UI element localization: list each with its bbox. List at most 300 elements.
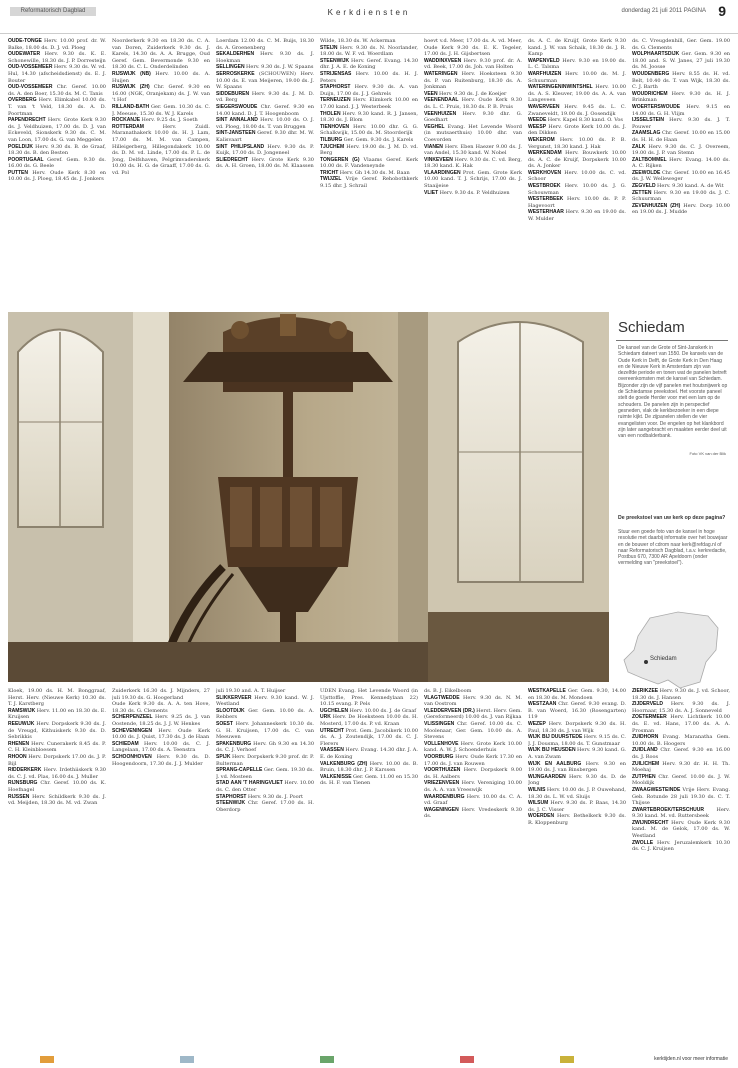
listing-entry <box>528 104 626 117</box>
sidebar-description: De kansel van de Grote of Sint-Janskerk in Schiedam dateert van 1550. De kansels van de Oude Kerk in Delft, de Grote Kerk in Den Haag en de Nieuwe Kerk in Amsterdam zijn van dezelfde periode en tonen wat de panelen betreft overeenkomsten met de kansel van Schiedam. Bijzonder zijn de vijf panelen met houtsnijwerk op de Schiedamse preekstoel. Het voorste paneel stelt de goede Herder voor met een lam op de schouders. De panelen zijn in perspectief gesneden, vlak de kerkbezoeker in een diepe ruimte kijkt. De zijpanelen stellen de vier evangelisten voor. De engelen op het klankbord zijn later aangebracht en maakten eerder deel uit van een nodbalderbank. <box>618 345 728 440</box>
listing-entry <box>216 144 314 157</box>
listing-entry <box>216 794 314 801</box>
service-times: Herv. 10.00 ds. C. A. vd. Graaf <box>424 793 522 807</box>
service-times: Chr. Geref. 9.30 en 16.00 (NGK, Oranjekam) ds. J. W. van 't Hof <box>112 84 210 104</box>
service-times: Chr. Geref. 10.00 ds. K. Hoefnagel <box>8 780 106 793</box>
service-times: Herv. 19.00 ds. J. M. D. vd. Berg <box>320 143 418 157</box>
listing-entry <box>424 708 522 721</box>
service-times: Herv. Dorpskerk 9.00 ds. H. Aalbers <box>424 767 522 780</box>
place-name: SINT ANNALAND <box>216 117 261 124</box>
service-times: Herv. 9.30 ds. W. vd. Hul, 14.30 (afscheidsdienst) ds. E. J. Bouter <box>8 64 106 84</box>
place-name: WAARDENBURG <box>424 793 467 800</box>
place-name: STRIJENSAS <box>320 70 356 77</box>
place-name: SERROSKERKE <box>216 70 259 77</box>
place-name: WADDINXVEEN <box>424 57 464 64</box>
listing-entry <box>8 688 106 708</box>
place-name: WILSUM <box>528 800 551 807</box>
listing-entry <box>424 688 522 695</box>
service-times: Herv. 9.30 ds. P. Veldhuizen <box>439 189 510 196</box>
listing-entry <box>424 807 522 820</box>
page-header <box>0 0 738 34</box>
place-name: TWIJZEL <box>320 176 346 183</box>
place-name: ZALK <box>632 143 649 150</box>
service-times: Herv. Jeruzalemkerk 10.30 ds. C. J. Kruijsen <box>632 839 730 853</box>
place-name: TJUCHEM <box>320 143 347 150</box>
map-location-marker <box>644 660 648 664</box>
place-name: SCHERPENZEEL <box>112 714 155 721</box>
place-name: ZEVENHUIZEN (ZH) <box>632 202 684 209</box>
service-times: Geref. Gem. 9.30 ds. 16.00 ds. G. Beele <box>8 156 106 170</box>
place-name: OUD-VOSSEMEER <box>8 64 54 71</box>
place-name: ZAAMSLAG <box>632 130 662 137</box>
service-times: Herv. 9.30 dhr. G. Goedhart <box>424 110 522 124</box>
place-name: WIJK EN AALBURG <box>528 760 586 767</box>
place-name: TONGEREN (G) <box>320 156 364 163</box>
place-name: ZOETERMEER <box>632 714 671 721</box>
place-name: PAPENDRECHT <box>8 117 48 124</box>
listing-entry <box>8 51 106 64</box>
place-name: ZUTPHEN <box>632 773 659 780</box>
place-name: RIJSWIJK (ZH) <box>112 84 154 91</box>
listing-entry <box>216 721 314 741</box>
listing-entry <box>216 91 314 104</box>
listing-column <box>320 688 418 1048</box>
service-times: Herv. 9.30 ds. C. vd. Berg, 18.30 kand. K. Hak <box>424 156 522 170</box>
place-name: OUDE-TONGE <box>8 38 45 44</box>
service-times: Herv. 10.00 prof. dr. W. Balke, 18.00 ds. D. J. vd. Ploeg <box>8 38 106 51</box>
place-name: IJSSELSTEIN <box>632 117 670 124</box>
listing-entry <box>632 807 730 820</box>
footer-color-square <box>460 1056 474 1063</box>
service-times: Ger. Gem. 19.30 ds. J. vd. Mosteen <box>216 767 314 780</box>
place-name: SLOOTDIJK <box>216 707 249 714</box>
listing-entry <box>320 708 418 715</box>
listing-entry <box>8 170 106 183</box>
listing-column <box>112 688 210 1048</box>
listing-entry <box>424 754 522 767</box>
listing-entry <box>424 38 522 58</box>
service-times: Herv. 10.00 ds. A. S. Kleuver, 19.00 ds. A. A. van Langeveen <box>528 84 626 104</box>
section-title: Kerkdiensten <box>327 8 411 17</box>
service-times: Herv. Hoeksteen 9.30 ds. P. van Ruitenburg, 18.30 ds. A. Jonkman <box>424 70 522 91</box>
listing-column <box>112 38 210 308</box>
page-date: donderdag 21 juli 2011 PAGINA <box>621 8 706 14</box>
place-name: WEESP <box>528 123 549 130</box>
service-times: Herv. Elimkabel 10.00 ds. T. van 't Veld, 18.30 ds. A. D. Poortman <box>8 97 106 117</box>
listing-entry <box>8 157 106 170</box>
place-name: VLAGTWEDDE <box>424 694 464 701</box>
listing-column <box>216 688 314 1048</box>
place-name: VEEN <box>424 90 440 97</box>
service-times: Herv. Evang. 14.30 dhr. J. A. E. de Koning <box>320 747 418 760</box>
service-times: Herv. Grote Kerk 9.30 ds. A. H. Groen, 18.00 ds. M. Klaassen <box>216 156 314 170</box>
service-times: Prot. Gem. Grote Kerk 10.00 kand. T. J. Schrijs, 17.00 ds. J. Staaijeise <box>424 169 522 190</box>
listing-entry <box>424 91 522 98</box>
listing-entry <box>8 64 106 84</box>
service-times: Herv. Eben Haezer 9.00 ds. J. van Andel, 15.30 kand. W. Nobel <box>424 143 522 157</box>
service-times: Oude Kerk 9.30 ds. A. A. ten Hove, 18.30 ds. G. Clements <box>112 701 210 714</box>
service-times: Herv. 9.30 ds. N. M. van Oostrom <box>424 694 522 708</box>
service-times: Chr. Geref. 10.00 ds. A. den Boer, 15.30 ds. M. C. Tanis <box>8 84 106 97</box>
place-name: STAPHORST <box>320 84 355 91</box>
place-name: WEEDE <box>528 117 548 124</box>
service-times: Herv. 10.00 ds. C. J. Langelaan, 17.00 ds. A. Teenstra <box>112 740 210 754</box>
listing-entry <box>424 767 522 780</box>
listing-entry <box>320 71 418 84</box>
listing-column <box>216 38 314 308</box>
pulpit-image <box>8 312 609 682</box>
listing-entry <box>528 747 626 760</box>
footer-color-square <box>320 1056 334 1063</box>
place-name: ZWOLLE <box>632 839 658 846</box>
place-name: WESTERBEEK <box>528 196 568 203</box>
place-name: RIJNSBURG <box>8 780 41 787</box>
place-name: UGCHELEN <box>320 707 350 714</box>
place-name: OUDEWATER <box>8 51 45 58</box>
place-name: RHOON <box>8 753 29 760</box>
place-name: SLIKKERVEER <box>216 694 255 701</box>
service-times: Herv. 10.00 ds. O. J. vd. Ploeg, 18.00 ds. T. van Bruggen <box>216 117 314 130</box>
service-times: Herv. 10.00 ds. P. B. Vergunst, 18.30 kand. J. Hak <box>528 136 626 150</box>
listing-entry <box>528 734 626 747</box>
place-name: WESTKAPELLE <box>528 688 569 694</box>
listing-column <box>528 38 626 308</box>
listing-entry <box>632 183 730 190</box>
service-times: Ger. Gem. 9.30 ds. J. Karels <box>343 136 414 143</box>
listing-entry <box>216 157 314 170</box>
service-times: Chr. Geref. 10.00 ds. J. W. Mooldijk <box>632 773 730 787</box>
listing-entry <box>528 150 626 170</box>
listing-entry <box>320 97 418 110</box>
place-name: WAPENVELD <box>528 57 563 64</box>
service-times: Herv. Dorp 10.00 en 19.00 ds. J. Mudde <box>632 202 730 216</box>
service-times: Herv. Cunerakerk 8.45 ds. P. C. H. Kleinbloesem <box>8 740 106 754</box>
listing-column <box>8 38 106 308</box>
service-times: Prot. Gem. Jacobikerk 10.00 ds. A. J. Zoutendijk, 17.00 ds. C. J. Flerers <box>320 727 418 747</box>
service-times: Herv. 10.00 ds. M. J. Schuurman <box>528 70 626 84</box>
service-times: Herv. 10.00 ds. P. P. Hagevoort <box>528 196 626 209</box>
service-times: Herv. 9.15 en 14.00 ds. G. H. Vlijm <box>632 103 730 117</box>
place-name: WESTBROEK <box>528 183 565 190</box>
service-times: Chr. Geref. 9.30 en 16.00 ds. J. Roos <box>632 747 730 760</box>
photo-credit: Foto VK van der Blik <box>689 451 726 456</box>
listing-entry <box>320 688 418 708</box>
service-times: Herv. 10.00 ds. J. P. Ouwehand, 18.30 ds. L. W. vd. Sluijs <box>528 786 626 800</box>
place-name: WOUDRICHEM <box>632 90 672 97</box>
place-name: WOERTERSWOUDE <box>632 103 687 110</box>
listing-entry <box>320 170 418 177</box>
service-times: Herv. Gh 9.30 en 14.30 ds. C. J. Verhoef <box>216 740 314 754</box>
place-name: WESTZAAN <box>528 701 559 708</box>
listing-entry <box>424 170 522 190</box>
place-name: SCHOONHOVEN <box>112 753 157 760</box>
service-times: Herv. Geref. Evang. 14.30 dhr. J. A. E. de Koning <box>320 57 418 71</box>
listing-entry <box>528 183 626 196</box>
listing-entry <box>8 767 106 780</box>
listing-entry <box>528 688 626 701</box>
service-times: Herv. Oude Kerk 8.30 en 10.00 ds. J. Ploeg, 18.45 ds. J. Jonkers <box>8 169 106 183</box>
listing-entry <box>528 761 626 774</box>
listing-entry <box>216 800 314 813</box>
place-name: WAGENINGEN <box>424 806 462 813</box>
listing-entry <box>320 84 418 97</box>
service-times: Herv. 9.30 ds. J. T. Pouwer <box>632 117 730 130</box>
submission-text: Stuur een goede foto van de kansel in hoge resolutie met daarbij informatie over het bouwjaar en de bouwer of cdrom naar kerk@refdag.nl of naar Reformatorisch Dagblad, t.a.v. kerkredactie, Postbus 670, 7300 AR Apeldoorn (onder vermelding van "preekstoel"). <box>618 529 728 567</box>
place-name: TILBURG <box>320 136 344 143</box>
listing-entry <box>632 688 730 701</box>
place-name: WESTERHAAR <box>528 209 566 216</box>
listing-column <box>424 38 522 308</box>
listing-column <box>320 38 418 308</box>
service-times: Herv. 9.30 ds. J. Hoornaar, 15.30 ds. A. J. Sonneveld <box>632 701 730 714</box>
listing-entry <box>320 774 418 787</box>
listing-entry <box>424 71 522 91</box>
service-times: ds. C. Vreugdenhill, Ger. Gem. 19.00 ds. G. Clements <box>632 38 730 51</box>
place-name: TIENHOVEN <box>320 123 354 130</box>
listing-entry <box>632 774 730 787</box>
listing-entry <box>528 170 626 183</box>
place-name: RIDDERKERK <box>8 767 44 774</box>
listing-entry <box>112 124 210 177</box>
listing-entry <box>8 754 106 767</box>
listing-entry <box>8 721 106 741</box>
listing-entry <box>632 761 730 774</box>
listing-entry <box>112 741 210 754</box>
place-name: WAVERVEEN <box>528 103 565 110</box>
listing-entry <box>424 97 522 110</box>
listing-entry <box>528 787 626 800</box>
service-times: ds. B. J. Eikelboom <box>424 688 472 694</box>
listing-entry <box>216 104 314 117</box>
place-name: ZIJDERVELD <box>632 701 671 708</box>
pulpit-photo <box>8 312 609 682</box>
listing-entry <box>632 787 730 807</box>
place-name: PUTTEN <box>8 169 33 176</box>
service-times: Herv. Kapel 8.30 kand. O. Vos <box>547 117 623 124</box>
listing-entry <box>632 104 730 117</box>
place-name: STEIJN <box>320 44 340 51</box>
listing-column <box>528 688 626 1048</box>
service-times: Herv. 9.30 en 19.00 ds. J. van Binsbergen <box>528 760 626 774</box>
listing-entry <box>632 820 730 840</box>
service-times: Herv. 9.30 ds. P. Baas, 14.30 ds. J. C. Visser <box>528 800 626 813</box>
service-times: Herv. 9.30 prof. dr. A. vd. Beek, 17.00 ds. Joh. van Holten <box>424 57 522 71</box>
listing-entry <box>216 741 314 754</box>
listing-entry <box>216 708 314 721</box>
place-name: RHENEN <box>8 740 32 747</box>
service-times: Herv. Oude Kerk 9.30 kand. M. de Gelok, 17.00 ds. W. Westland <box>632 819 730 840</box>
service-times: Herv. Dorpskerk 17.00 ds. J. P. Bijl <box>8 753 106 767</box>
listing-entry <box>632 714 730 734</box>
service-times: Herv. 10.00 dhr. G. G. Schalkwijk, 15.00 ds. M. Stoorderijk <box>320 123 418 137</box>
place-name: WOUDENBERG <box>632 70 673 77</box>
place-name: ROCKANJE <box>112 117 142 124</box>
service-times: Herv. 9.30 kand. G. A. van Zwam <box>528 747 626 760</box>
service-times: Herst. Herv. Gem. (Gereformeerd) 10.00 ds. J. van Rijkaa <box>424 707 522 721</box>
footer-color-square <box>180 1056 194 1063</box>
service-times: Herv. 9.30 kand. M. vd. Ruttersbeek <box>632 806 730 820</box>
service-times: Herv. Dorpskerk 9.30 ds. J. de Vreugd, Kithuiskerk 9.30 ds. D. Sebrikkis <box>8 720 106 741</box>
place-name: VLISSINGEN <box>424 720 458 727</box>
service-times: Herv. 8.55 ds. H. vd. Belt, 10.40 ds. T. van Wijk, 18.30 ds. C. J. Barth <box>632 70 730 91</box>
place-name: WATERINGENINWINTSHEL <box>528 84 596 91</box>
place-name: VEENHUIZEN <box>424 110 463 117</box>
place-name: RIJSWIJK (NB) <box>112 70 156 77</box>
listing-entry <box>632 734 730 747</box>
service-times: juli 19.30 and. A. T. Huijser <box>216 688 286 694</box>
place-name: ZWIJNDRECHT <box>632 819 672 826</box>
listing-entry <box>216 767 314 780</box>
listing-column <box>632 38 730 308</box>
listing-entry <box>8 144 106 157</box>
listing-entry <box>424 695 522 708</box>
listing-entry <box>528 196 626 209</box>
listing-entry <box>216 688 314 695</box>
service-times: Herv. 9.30 ds. D. Hoogendoorn, 17.30 ds. J. J. Mulder <box>112 753 210 767</box>
listing-entry <box>112 714 210 727</box>
service-times: Herv. Dorpskerk 9.30 ds. H. Paul, 18.30 ds. J. van Wijk <box>528 720 626 734</box>
service-times: Herv. Gh 14.30 ds. M. Baan <box>339 169 410 176</box>
service-times: Herv. 9.30 kand. W. J. Westland <box>216 694 314 708</box>
listing-entry <box>216 695 314 708</box>
place-name: POELDIJK <box>8 143 36 150</box>
footer-color-square <box>560 1056 574 1063</box>
place-name: VOORTHUIZEN <box>424 767 464 774</box>
place-name: VRIEZENVEEN <box>424 780 462 787</box>
service-times: Ger. Gem. 10.00 ds. A. Rebbers <box>216 707 314 721</box>
netherlands-map-icon <box>620 610 724 690</box>
listing-entry <box>216 117 314 130</box>
place-name: STAPHORST <box>216 793 248 800</box>
listing-entry <box>424 124 522 144</box>
place-name: ZALTBOMMEL <box>632 156 670 163</box>
listing-entry <box>320 111 418 124</box>
place-name: VINKEVEEN <box>424 156 455 163</box>
listing-entry <box>216 51 314 64</box>
service-times: Herv. 10.00 ds. C. den Otter <box>216 780 314 793</box>
service-times: Herv. Grote Kerk 10.00 ds. J. den Dikken <box>528 123 626 137</box>
newspaper-name: Reformatorisch Dagblad <box>10 7 96 16</box>
footer-color-square <box>40 1056 54 1063</box>
service-times: Herv. 9.30 ds. A. van Duijn, 17.00 ds. J. J. Gehrels <box>320 84 418 97</box>
place-name: ROTTERDAM <box>112 123 163 130</box>
sidebar-title: Schiedam <box>618 319 685 336</box>
service-times: Herv. 9.30 dr. H. H. Th. Moehaj <box>632 760 730 774</box>
listing-entry <box>528 137 626 150</box>
service-times: (SCHOUWEN) Herv. 10.00 ds. E. van Meijeren, 19.00 ds. J. W. Spaans <box>216 70 314 91</box>
listing-entry <box>632 747 730 760</box>
service-times: Chr. Geref. 9.30 evang. D. B. van Woerd, 16.30 (Rosengarten) 119 <box>528 701 626 721</box>
place-name: VIANEN <box>424 143 445 150</box>
listing-entry <box>528 813 626 826</box>
service-times: Herv. Oude Kerk 17.30 en 17.00 ds. J. van Rouwen <box>424 753 522 767</box>
listing-entry <box>320 761 418 774</box>
service-times: Herv. Dorpskerk 9.30 prof. dr. P. Bulterman <box>216 753 314 767</box>
service-times: UDEN Evang. Het Levende Woord (in Ujsttoffie, Pres. Kennedylaan 22) 10.15 evang. P. Pels <box>320 688 418 708</box>
listing-entry <box>320 38 418 45</box>
listing-entry <box>320 124 418 137</box>
service-times: Herv. 9.30 ds. J. M. D. vd. Berg <box>216 90 314 104</box>
service-times: Herv. 10.00 ds. A. Huijen <box>112 70 210 84</box>
service-times: Herv. 9.30 ds. J. de Koeijer <box>439 90 507 97</box>
service-times: hoevt v.d. Meer, 17.00 ds. A. vd. Meer, Oude Kerk 9.30 ds. E. K. Tegeler, 17.00 ds. J. H. Gijsbertsen <box>424 38 522 58</box>
service-times: Vlaams Geref. Kerk 10.00 ds. F. Vandeneynde <box>320 156 418 170</box>
listing-entry <box>320 45 418 58</box>
place-name: SPIJK <box>216 753 232 760</box>
place-name: WIJNGAARDEN <box>528 773 569 780</box>
service-times: Herv. Evang. 14.00 ds. A. C. Rijken <box>632 156 730 170</box>
service-times: Herv. De Hoeksteen 10.00 ds. H. Mosterd, 17.00 ds. P. vd. Kraan <box>320 714 418 727</box>
place-name: ZUIDHORN <box>632 734 663 741</box>
listing-entry <box>632 117 730 130</box>
service-times: Herv. 10.00 ds. J. de Graaf <box>349 707 417 714</box>
service-times: Herv. 9.30 ds. D. de Jong <box>528 773 626 787</box>
place-name: UTRECHT <box>320 727 346 734</box>
place-name: REEUWIJK <box>8 720 37 727</box>
footer-link[interactable]: kerktijden.nl voor meer informatie <box>654 1056 728 1062</box>
service-times: Herv. 9.30 ds. H. J. Brinkman <box>632 90 730 104</box>
listing-entry <box>528 721 626 734</box>
service-times: Vrije Geref. Rehobothkerk 9.15 dhr. J. Schrail <box>320 176 418 190</box>
listing-entry <box>320 157 418 170</box>
place-name: WERKENDAM <box>528 150 566 157</box>
service-times: Herv. 9.30 ds. K. E. Schonewille, 18.30 ds. J. P. Dorresteijn <box>8 51 106 64</box>
service-times: Herv. Grote Kerk 10.00 kand. A. W. J. Schoenderhuis <box>424 740 522 754</box>
place-name: STEENWIJK <box>320 57 352 64</box>
service-times: Herv. Zuidl. Maranathakerk 10.00 ds. H. J. Lam, 17.00 ds. M. M. van Campen, Hilleigerberg, Hillegondakerk 10.00 ds. D. M. vd. Linde, 17.00 ds. P. L. de Jong, Delfshaven, Pelgrimvaderskerk 10.00 ds. H. G. de Graaff, 17.00 ds. G. vd. Pol <box>112 123 210 176</box>
listing-entry <box>528 84 626 104</box>
place-name: OVERBERG <box>8 97 39 104</box>
service-times: Herv. Bethelkerk 9.30 ds. R. Kloppenburg <box>528 813 626 826</box>
service-times: Zuiderkerk 16.30 ds. J. Mijnders, 27 juli 19.30 ds. G. Hoogerland <box>112 688 210 701</box>
listing-entry <box>8 780 106 793</box>
listing-entry <box>216 64 314 71</box>
service-times: Herv. 10.00 ds. B. Bruin, 18.30 dhr. J. P. Karssen <box>320 760 418 774</box>
service-times: Ger. Gem. 9.30 en 18.00 and. S. W. Janes, 27 juli 19.30 ds. M. Joosse <box>632 51 730 71</box>
place-name: VLIET <box>424 189 440 196</box>
place-name: VOLLENHOVE <box>424 740 461 747</box>
listing-entry <box>632 701 730 714</box>
place-name: VEENENDAAL <box>424 97 462 104</box>
place-name: THOLEN <box>320 110 343 117</box>
listing-entry <box>528 209 626 222</box>
place-name: SPAKENBURG <box>216 740 254 747</box>
listing-entry <box>216 754 314 767</box>
place-name: VALKENISSE <box>320 773 354 780</box>
listing-entry <box>216 38 314 51</box>
place-name: ZETTEN <box>632 189 654 196</box>
place-name: RAMSWIJK <box>8 707 37 714</box>
listing-entry <box>216 71 314 91</box>
listing-entry <box>216 130 314 143</box>
place-name: RIJSSEN <box>8 793 33 800</box>
service-times: Chr. Geref. 17.00 ds. H. Oberdorp <box>216 800 314 813</box>
listing-entry <box>112 117 210 124</box>
place-name: VAASSEN <box>320 747 346 754</box>
place-name: ZEEWOLDE <box>632 169 662 176</box>
listing-column <box>632 688 730 1048</box>
place-name: SEKALDERHEN <box>216 51 261 58</box>
place-name: URK <box>320 714 333 721</box>
listing-entry <box>320 58 418 71</box>
listing-entry <box>424 721 522 741</box>
listing-entry <box>320 176 418 189</box>
place-name: SCHIEDAM <box>112 740 145 747</box>
service-times: Herv. Lichtkerk 10.00 ds. E. vd. Hans, 17.00 ds. A. A. Prosman <box>632 714 730 734</box>
service-times: Herv. Vereniging 10.00 ds. A. A. van Vreeswijk <box>424 780 522 793</box>
place-name: SOEST <box>216 720 236 727</box>
place-name: WEKEROM <box>528 136 560 143</box>
